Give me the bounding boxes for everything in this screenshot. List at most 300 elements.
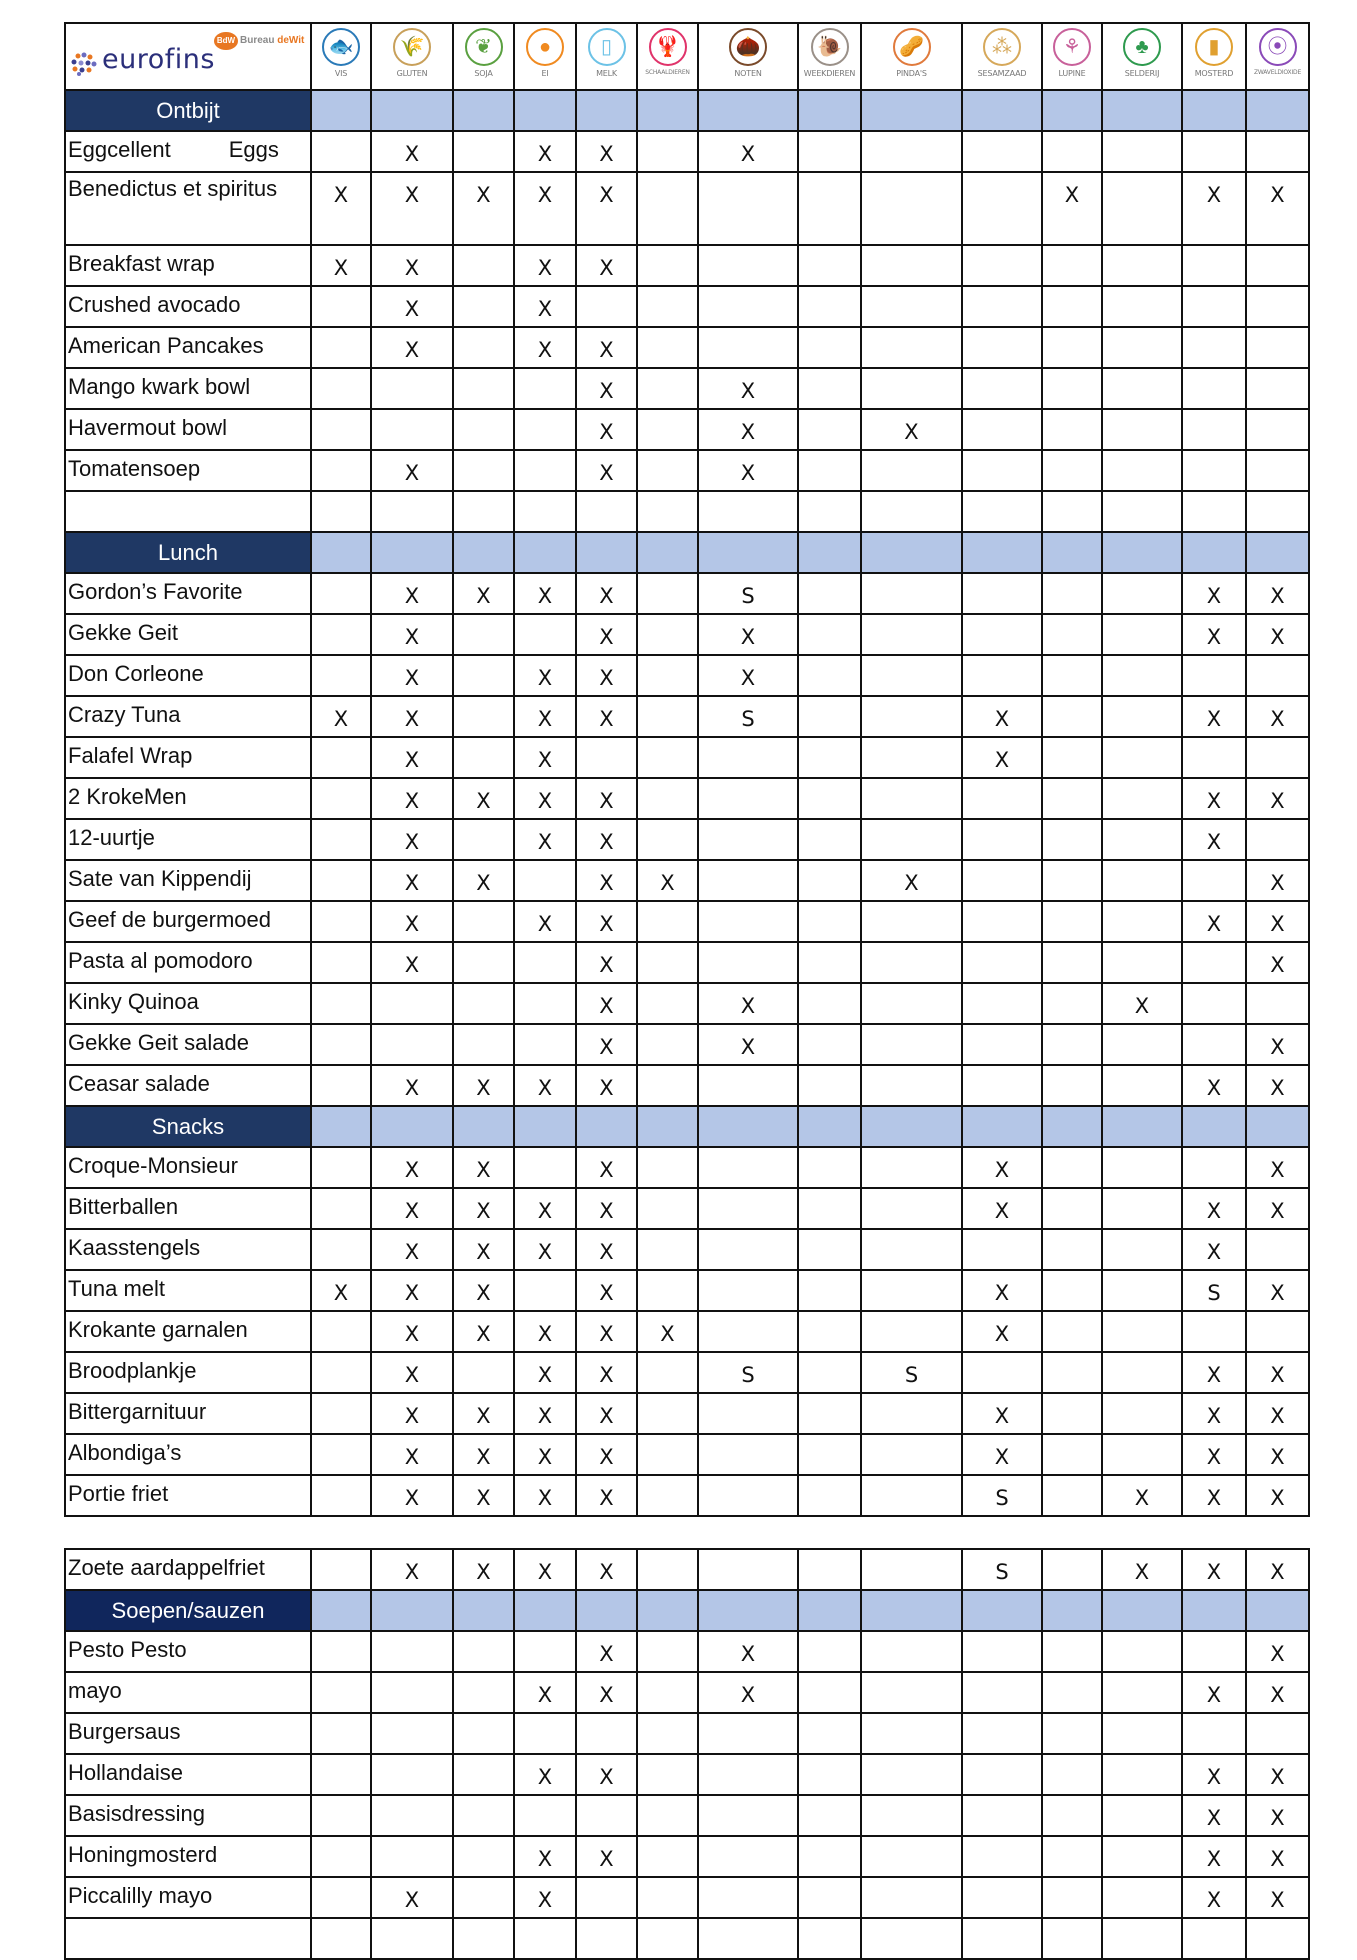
allergen-mark-vis bbox=[311, 1434, 371, 1475]
allergen-mark-weekdieren bbox=[798, 131, 861, 172]
menu-item-row bbox=[65, 1918, 1309, 1959]
menu-item-name-text: Bitterballen bbox=[68, 1194, 179, 1219]
menu-item-name bbox=[65, 860, 311, 901]
allergen-label: EI bbox=[541, 69, 549, 78]
allergen-mark-schaaldieren bbox=[637, 1434, 698, 1475]
allergen-mark-gluten bbox=[371, 1631, 453, 1672]
menu-item-name bbox=[65, 1877, 311, 1918]
menu-item-name bbox=[65, 1311, 311, 1352]
allergen-mark-ei: X bbox=[514, 819, 576, 860]
allergen-mark-soja bbox=[453, 131, 514, 172]
allergen-mark-gluten: X bbox=[371, 942, 453, 983]
menu-item-row bbox=[65, 131, 1309, 172]
allergen-mark-selderij bbox=[1102, 131, 1182, 172]
allergen-mark-zwaveldioxide: X bbox=[1246, 1147, 1309, 1188]
allergen-mark-mosterd: X bbox=[1182, 172, 1246, 245]
allergen-mark-noten: X bbox=[698, 409, 798, 450]
allergen-mark-zwaveldioxide: X bbox=[1246, 1188, 1309, 1229]
celery-icon: ♣ bbox=[1123, 28, 1161, 66]
allergen-mark-noten bbox=[698, 1393, 798, 1434]
allergen-mark-schaaldieren bbox=[637, 1024, 698, 1065]
allergen-mark-gluten: X bbox=[371, 1311, 453, 1352]
section-fill-cell bbox=[1246, 532, 1309, 573]
allergen-mark-soja bbox=[453, 368, 514, 409]
allergen-mark-gluten: X bbox=[371, 860, 453, 901]
allergen-mark-vis: X bbox=[311, 1270, 371, 1311]
allergen-mark-melk: X bbox=[576, 1065, 637, 1106]
menu-item-row bbox=[65, 1147, 1309, 1188]
allergen-mark-weekdieren bbox=[798, 983, 861, 1024]
allergen-mark-vis bbox=[311, 1713, 371, 1754]
menu-item-row bbox=[65, 1549, 1309, 1590]
allergen-mark-soja bbox=[453, 1713, 514, 1754]
allergen-mark-soja: X bbox=[453, 172, 514, 245]
allergen-mark-gluten: X bbox=[371, 131, 453, 172]
allergen-mark-melk: X bbox=[576, 1352, 637, 1393]
allergen-mark-zwaveldioxide bbox=[1246, 327, 1309, 368]
allergen-mark-sesamzaad bbox=[962, 409, 1042, 450]
allergen-mark-selderij bbox=[1102, 1270, 1182, 1311]
allergen-header-mosterd bbox=[1182, 23, 1246, 90]
allergen-mark-mosterd: S bbox=[1182, 1270, 1246, 1311]
allergen-mark-gluten: X bbox=[371, 450, 453, 491]
allergen-mark-sesamzaad: X bbox=[962, 1311, 1042, 1352]
allergen-mark-gluten: X bbox=[371, 778, 453, 819]
menu-item-name bbox=[65, 131, 311, 172]
menu-item-name-text: Piccalilly mayo bbox=[68, 1883, 213, 1908]
allergen-mark-soja bbox=[453, 1672, 514, 1713]
allergen-mark-lupine bbox=[1042, 1631, 1102, 1672]
allergen-mark-vis bbox=[311, 1672, 371, 1713]
menu-item-name-text: Tuna melt bbox=[68, 1276, 166, 1301]
allergen-mark-vis bbox=[311, 1024, 371, 1065]
allergen-mark-sesamzaad bbox=[962, 1713, 1042, 1754]
allergen-mark-schaaldieren bbox=[637, 1352, 698, 1393]
section-fill-cell bbox=[698, 532, 798, 573]
allergen-mark-mosterd: X bbox=[1182, 901, 1246, 942]
menu-item-name-text: Don Corleone bbox=[68, 661, 204, 686]
allergen-mark-vis bbox=[311, 737, 371, 778]
section-header-snacks bbox=[65, 1106, 1309, 1147]
allergen-mark-mosterd: X bbox=[1182, 1836, 1246, 1877]
allergen-mark-selderij bbox=[1102, 860, 1182, 901]
allergen-mark-zwaveldioxide: X bbox=[1246, 860, 1309, 901]
section-fill-cell bbox=[798, 90, 861, 131]
menu-item-row bbox=[65, 983, 1309, 1024]
allergen-mark-zwaveldioxide: X bbox=[1246, 1754, 1309, 1795]
menu-item-name bbox=[65, 614, 311, 655]
menu-item-name bbox=[65, 1631, 311, 1672]
allergen-mark-zwaveldioxide bbox=[1246, 1311, 1309, 1352]
allergen-table bbox=[64, 22, 1310, 1517]
allergen-mark-noten bbox=[698, 1918, 798, 1959]
allergen-mark-weekdieren bbox=[798, 1434, 861, 1475]
allergen-mark-noten bbox=[698, 1754, 798, 1795]
menu-item-row bbox=[65, 491, 1309, 532]
allergen-mark-mosterd bbox=[1182, 983, 1246, 1024]
allergen-mark-vis bbox=[311, 131, 371, 172]
menu-item-name-text: Broodplankje bbox=[68, 1358, 197, 1383]
allergen-mark-pinda-s bbox=[861, 1147, 962, 1188]
allergen-label: LUPINE bbox=[1058, 69, 1086, 78]
allergen-mark-selderij bbox=[1102, 1434, 1182, 1475]
allergen-mark-noten bbox=[698, 172, 798, 245]
allergen-mark-pinda-s bbox=[861, 1672, 962, 1713]
allergen-mark-lupine bbox=[1042, 1434, 1102, 1475]
allergen-mark-vis bbox=[311, 573, 371, 614]
allergen-header-pinda-s bbox=[861, 23, 962, 90]
allergen-mark-lupine bbox=[1042, 368, 1102, 409]
allergen-table-continued bbox=[64, 1548, 1310, 1960]
section-fill-cell bbox=[576, 1106, 637, 1147]
section-fill-cell bbox=[1182, 532, 1246, 573]
allergen-mark-weekdieren bbox=[798, 1549, 861, 1590]
allergen-mark-gluten bbox=[371, 1795, 453, 1836]
section-fill-cell bbox=[798, 1590, 861, 1631]
section-fill-cell bbox=[453, 532, 514, 573]
menu-item-name-text: Crushed avocado bbox=[68, 292, 241, 317]
allergen-mark-zwaveldioxide bbox=[1246, 1229, 1309, 1270]
allergen-mark-soja bbox=[453, 327, 514, 368]
allergen-header-selderij bbox=[1102, 23, 1182, 90]
menu-item-name-text: mayo bbox=[68, 1678, 122, 1703]
menu-item-name bbox=[65, 368, 311, 409]
soybean-icon: ❦ bbox=[465, 28, 503, 66]
allergen-mark-melk: X bbox=[576, 1393, 637, 1434]
allergen-mark-weekdieren bbox=[798, 1672, 861, 1713]
menu-item-name-text: 12-uurtje bbox=[68, 825, 155, 850]
allergen-mark-noten: X bbox=[698, 450, 798, 491]
allergen-mark-zwaveldioxide bbox=[1246, 286, 1309, 327]
allergen-mark-melk: X bbox=[576, 131, 637, 172]
allergen-mark-pinda-s bbox=[861, 614, 962, 655]
menu-item-row bbox=[65, 1713, 1309, 1754]
menu-item-name-text: Benedictus et spiritus bbox=[68, 176, 278, 201]
allergen-mark-ei: X bbox=[514, 901, 576, 942]
allergen-mark-schaaldieren bbox=[637, 1836, 698, 1877]
allergen-mark-lupine bbox=[1042, 1475, 1102, 1516]
allergen-mark-selderij bbox=[1102, 286, 1182, 327]
allergen-mark-ei bbox=[514, 983, 576, 1024]
peanut-icon: 🥜 bbox=[893, 28, 931, 66]
allergen-mark-zwaveldioxide bbox=[1246, 983, 1309, 1024]
allergen-header-sesamzaad bbox=[962, 23, 1042, 90]
allergen-mark-melk: X bbox=[576, 1434, 637, 1475]
allergen-mark-weekdieren bbox=[798, 1836, 861, 1877]
section-fill-cell bbox=[453, 1590, 514, 1631]
allergen-header-ei bbox=[514, 23, 576, 90]
allergen-mark-schaaldieren bbox=[637, 450, 698, 491]
menu-item-name-text: Kinky Quinoa bbox=[68, 989, 199, 1014]
allergen-mark-ei: X bbox=[514, 1434, 576, 1475]
allergen-mark-ei: X bbox=[514, 1877, 576, 1918]
allergen-mark-melk bbox=[576, 1918, 637, 1959]
allergen-mark-vis bbox=[311, 409, 371, 450]
menu-item-row bbox=[65, 286, 1309, 327]
allergen-mark-zwaveldioxide: X bbox=[1246, 1836, 1309, 1877]
menu-item-name bbox=[65, 696, 311, 737]
allergen-mark-schaaldieren bbox=[637, 1918, 698, 1959]
menu-item-row bbox=[65, 1065, 1309, 1106]
allergen-mark-soja bbox=[453, 245, 514, 286]
allergen-mark-lupine bbox=[1042, 737, 1102, 778]
allergen-mark-mosterd bbox=[1182, 1631, 1246, 1672]
allergen-mark-selderij bbox=[1102, 655, 1182, 696]
allergen-mark-weekdieren bbox=[798, 491, 861, 532]
section-fill-cell bbox=[698, 1106, 798, 1147]
allergen-mark-lupine bbox=[1042, 573, 1102, 614]
allergen-mark-ei: X bbox=[514, 1672, 576, 1713]
allergen-mark-soja bbox=[453, 1352, 514, 1393]
menu-item-name-text: Geef de burgermoed bbox=[68, 907, 272, 932]
allergen-mark-vis bbox=[311, 819, 371, 860]
allergen-mark-schaaldieren bbox=[637, 901, 698, 942]
allergen-mark-schaaldieren bbox=[637, 1065, 698, 1106]
allergen-mark-mosterd bbox=[1182, 450, 1246, 491]
allergen-mark-gluten: X bbox=[371, 901, 453, 942]
allergen-mark-pinda-s bbox=[861, 1549, 962, 1590]
section-fill-cell bbox=[311, 532, 371, 573]
allergen-mark-melk: X bbox=[576, 983, 637, 1024]
allergen-mark-gluten: X bbox=[371, 1475, 453, 1516]
allergen-mark-selderij bbox=[1102, 819, 1182, 860]
allergen-mark-gluten bbox=[371, 491, 453, 532]
menu-item-name bbox=[65, 655, 311, 696]
allergen-mark-weekdieren bbox=[798, 819, 861, 860]
allergen-mark-lupine bbox=[1042, 696, 1102, 737]
allergen-mark-soja bbox=[453, 614, 514, 655]
allergen-label: ZWAVELDIOXIDE bbox=[1253, 69, 1302, 76]
allergen-mark-lupine bbox=[1042, 1147, 1102, 1188]
allergen-mark-noten: S bbox=[698, 696, 798, 737]
allergen-mark-schaaldieren bbox=[637, 286, 698, 327]
allergen-mark-selderij bbox=[1102, 172, 1182, 245]
section-fill-cell bbox=[371, 1590, 453, 1631]
logos bbox=[68, 30, 308, 86]
allergen-mark-soja bbox=[453, 1918, 514, 1959]
eurofins-logo-icon bbox=[70, 52, 98, 76]
allergen-mark-mosterd: X bbox=[1182, 1549, 1246, 1590]
allergen-mark-noten bbox=[698, 491, 798, 532]
allergen-mark-schaaldieren bbox=[637, 409, 698, 450]
allergen-mark-noten bbox=[698, 1475, 798, 1516]
allergen-mark-sesamzaad bbox=[962, 450, 1042, 491]
allergen-mark-weekdieren bbox=[798, 450, 861, 491]
allergen-mark-sesamzaad bbox=[962, 1352, 1042, 1393]
allergen-mark-weekdieren bbox=[798, 901, 861, 942]
section-fill-cell bbox=[311, 1590, 371, 1631]
allergen-mark-zwaveldioxide bbox=[1246, 1918, 1309, 1959]
allergen-mark-zwaveldioxide bbox=[1246, 368, 1309, 409]
allergen-label: MELK bbox=[596, 69, 617, 78]
allergen-mark-lupine bbox=[1042, 131, 1102, 172]
allergen-mark-schaaldieren: X bbox=[637, 1311, 698, 1352]
allergen-mark-schaaldieren bbox=[637, 131, 698, 172]
allergen-mark-melk: X bbox=[576, 1475, 637, 1516]
allergen-header-melk bbox=[576, 23, 637, 90]
allergen-mark-mosterd bbox=[1182, 327, 1246, 368]
allergen-mark-sesamzaad bbox=[962, 1795, 1042, 1836]
allergen-mark-zwaveldioxide bbox=[1246, 655, 1309, 696]
allergen-mark-lupine bbox=[1042, 1713, 1102, 1754]
allergen-mark-noten bbox=[698, 1270, 798, 1311]
menu-item-row bbox=[65, 819, 1309, 860]
menu-item-name bbox=[65, 1065, 311, 1106]
menu-item-name-text: Pesto Pesto bbox=[68, 1637, 187, 1662]
allergen-mark-vis bbox=[311, 1475, 371, 1516]
allergen-mark-weekdieren bbox=[798, 573, 861, 614]
menu-item-name bbox=[65, 1352, 311, 1393]
allergen-mark-ei: X bbox=[514, 131, 576, 172]
section-fill-cell bbox=[1246, 1590, 1309, 1631]
allergen-mark-selderij: X bbox=[1102, 1549, 1182, 1590]
menu-item-name-text: American Pancakes bbox=[68, 333, 264, 358]
allergen-mark-pinda-s bbox=[861, 1795, 962, 1836]
allergen-mark-vis bbox=[311, 614, 371, 655]
fish-icon: 🐟 bbox=[322, 28, 360, 66]
allergen-mark-pinda-s bbox=[861, 1311, 962, 1352]
allergen-mark-mosterd: X bbox=[1182, 1065, 1246, 1106]
section-fill-cell bbox=[861, 1590, 962, 1631]
allergen-mark-zwaveldioxide: X bbox=[1246, 1475, 1309, 1516]
allergen-mark-lupine bbox=[1042, 1877, 1102, 1918]
allergen-mark-vis bbox=[311, 860, 371, 901]
allergen-mark-sesamzaad bbox=[962, 1877, 1042, 1918]
section-fill-cell bbox=[798, 532, 861, 573]
allergen-mark-weekdieren bbox=[798, 1475, 861, 1516]
allergen-mark-schaaldieren bbox=[637, 696, 698, 737]
allergen-mark-soja bbox=[453, 450, 514, 491]
allergen-mark-pinda-s bbox=[861, 1270, 962, 1311]
allergen-mark-mosterd: X bbox=[1182, 819, 1246, 860]
allergen-mark-soja: X bbox=[453, 1147, 514, 1188]
lupine-icon: ⚘ bbox=[1053, 28, 1091, 66]
allergen-mark-weekdieren bbox=[798, 1713, 861, 1754]
allergen-mark-mosterd bbox=[1182, 368, 1246, 409]
allergen-mark-mosterd bbox=[1182, 1147, 1246, 1188]
allergen-mark-noten: X bbox=[698, 983, 798, 1024]
menu-item-name-text: Eggcellent bbox=[68, 137, 171, 162]
allergen-mark-selderij bbox=[1102, 1352, 1182, 1393]
allergen-mark-melk: X bbox=[576, 1229, 637, 1270]
allergen-mark-noten bbox=[698, 1434, 798, 1475]
allergen-mark-noten bbox=[698, 1836, 798, 1877]
allergen-mark-sesamzaad bbox=[962, 327, 1042, 368]
allergen-mark-weekdieren bbox=[798, 696, 861, 737]
allergen-mark-gluten: X bbox=[371, 172, 453, 245]
section-fill-cell bbox=[453, 90, 514, 131]
allergen-mark-soja: X bbox=[453, 573, 514, 614]
allergen-mark-vis bbox=[311, 491, 371, 532]
allergen-mark-lupine bbox=[1042, 1352, 1102, 1393]
menu-item-name bbox=[65, 327, 311, 368]
menu-item-row bbox=[65, 1754, 1309, 1795]
menu-item-name-text: Ceasar salade bbox=[68, 1071, 210, 1096]
allergen-mark-zwaveldioxide: X bbox=[1246, 1549, 1309, 1590]
allergen-mark-pinda-s bbox=[861, 1918, 962, 1959]
menu-item-name bbox=[65, 778, 311, 819]
allergen-mark-mosterd: X bbox=[1182, 1877, 1246, 1918]
allergen-mark-soja: X bbox=[453, 860, 514, 901]
section-fill-cell bbox=[637, 90, 698, 131]
allergen-header-zwaveldioxide bbox=[1246, 23, 1309, 90]
allergen-mark-soja: X bbox=[453, 1549, 514, 1590]
allergen-mark-pinda-s bbox=[861, 819, 962, 860]
menu-item-row bbox=[65, 1631, 1309, 1672]
allergen-mark-selderij bbox=[1102, 1147, 1182, 1188]
allergen-mark-noten bbox=[698, 1877, 798, 1918]
allergen-mark-sesamzaad: X bbox=[962, 1147, 1042, 1188]
allergen-mark-soja bbox=[453, 901, 514, 942]
section-fill-cell bbox=[1182, 90, 1246, 131]
allergen-mark-noten: X bbox=[698, 1672, 798, 1713]
allergen-mark-gluten: X bbox=[371, 1065, 453, 1106]
allergen-mark-vis bbox=[311, 1147, 371, 1188]
allergen-mark-soja bbox=[453, 983, 514, 1024]
section-title: Soepen/sauzen bbox=[65, 1590, 311, 1631]
allergen-mark-schaaldieren bbox=[637, 1672, 698, 1713]
allergen-mark-schaaldieren bbox=[637, 368, 698, 409]
allergen-mark-ei bbox=[514, 1795, 576, 1836]
allergen-mark-soja bbox=[453, 1754, 514, 1795]
allergen-mark-sesamzaad bbox=[962, 573, 1042, 614]
allergen-mark-gluten bbox=[371, 983, 453, 1024]
allergen-mark-mosterd: X bbox=[1182, 1672, 1246, 1713]
allergen-mark-vis bbox=[311, 1311, 371, 1352]
menu-item-row bbox=[65, 696, 1309, 737]
allergen-label: WEEKDIEREN bbox=[803, 69, 856, 78]
allergen-mark-ei bbox=[514, 614, 576, 655]
allergen-mark-zwaveldioxide bbox=[1246, 450, 1309, 491]
allergen-mark-noten bbox=[698, 1229, 798, 1270]
menu-item-row bbox=[65, 450, 1309, 491]
allergen-mark-vis bbox=[311, 1877, 371, 1918]
allergen-mark-selderij bbox=[1102, 1631, 1182, 1672]
allergen-label: MOSTERD bbox=[1194, 69, 1234, 78]
allergen-mark-ei: X bbox=[514, 1229, 576, 1270]
allergen-mark-vis bbox=[311, 1229, 371, 1270]
allergen-mark-mosterd: X bbox=[1182, 1754, 1246, 1795]
allergen-mark-ei: X bbox=[514, 1549, 576, 1590]
allergen-mark-weekdieren bbox=[798, 1311, 861, 1352]
allergen-mark-mosterd: X bbox=[1182, 1188, 1246, 1229]
menu-item-name-text: Basisdressing bbox=[68, 1801, 205, 1826]
allergen-mark-pinda-s bbox=[861, 1024, 962, 1065]
allergen-mark-mosterd bbox=[1182, 942, 1246, 983]
section-header-soepen-sauzen bbox=[65, 1590, 1309, 1631]
menu-item-name bbox=[65, 1754, 311, 1795]
eurofins-logo-text: eurofins bbox=[102, 44, 215, 75]
allergen-mark-selderij bbox=[1102, 1918, 1182, 1959]
allergen-mark-weekdieren bbox=[798, 1795, 861, 1836]
menu-item-name-text: Tomatensoep bbox=[68, 456, 201, 481]
allergen-mark-pinda-s bbox=[861, 1065, 962, 1106]
allergen-mark-pinda-s bbox=[861, 327, 962, 368]
allergen-mark-sesamzaad bbox=[962, 819, 1042, 860]
allergen-mark-mosterd bbox=[1182, 131, 1246, 172]
menu-item-row bbox=[65, 245, 1309, 286]
menu-item-name-text: Gordon’s Favorite bbox=[68, 579, 243, 604]
allergen-mark-ei bbox=[514, 368, 576, 409]
allergen-header-lupine bbox=[1042, 23, 1102, 90]
menu-item-row bbox=[65, 172, 1309, 245]
allergen-mark-soja bbox=[453, 1024, 514, 1065]
allergen-mark-sesamzaad: X bbox=[962, 1434, 1042, 1475]
allergen-mark-weekdieren bbox=[798, 655, 861, 696]
allergen-mark-pinda-s bbox=[861, 1229, 962, 1270]
allergen-mark-mosterd: X bbox=[1182, 1434, 1246, 1475]
allergen-label: VIS bbox=[334, 69, 348, 78]
